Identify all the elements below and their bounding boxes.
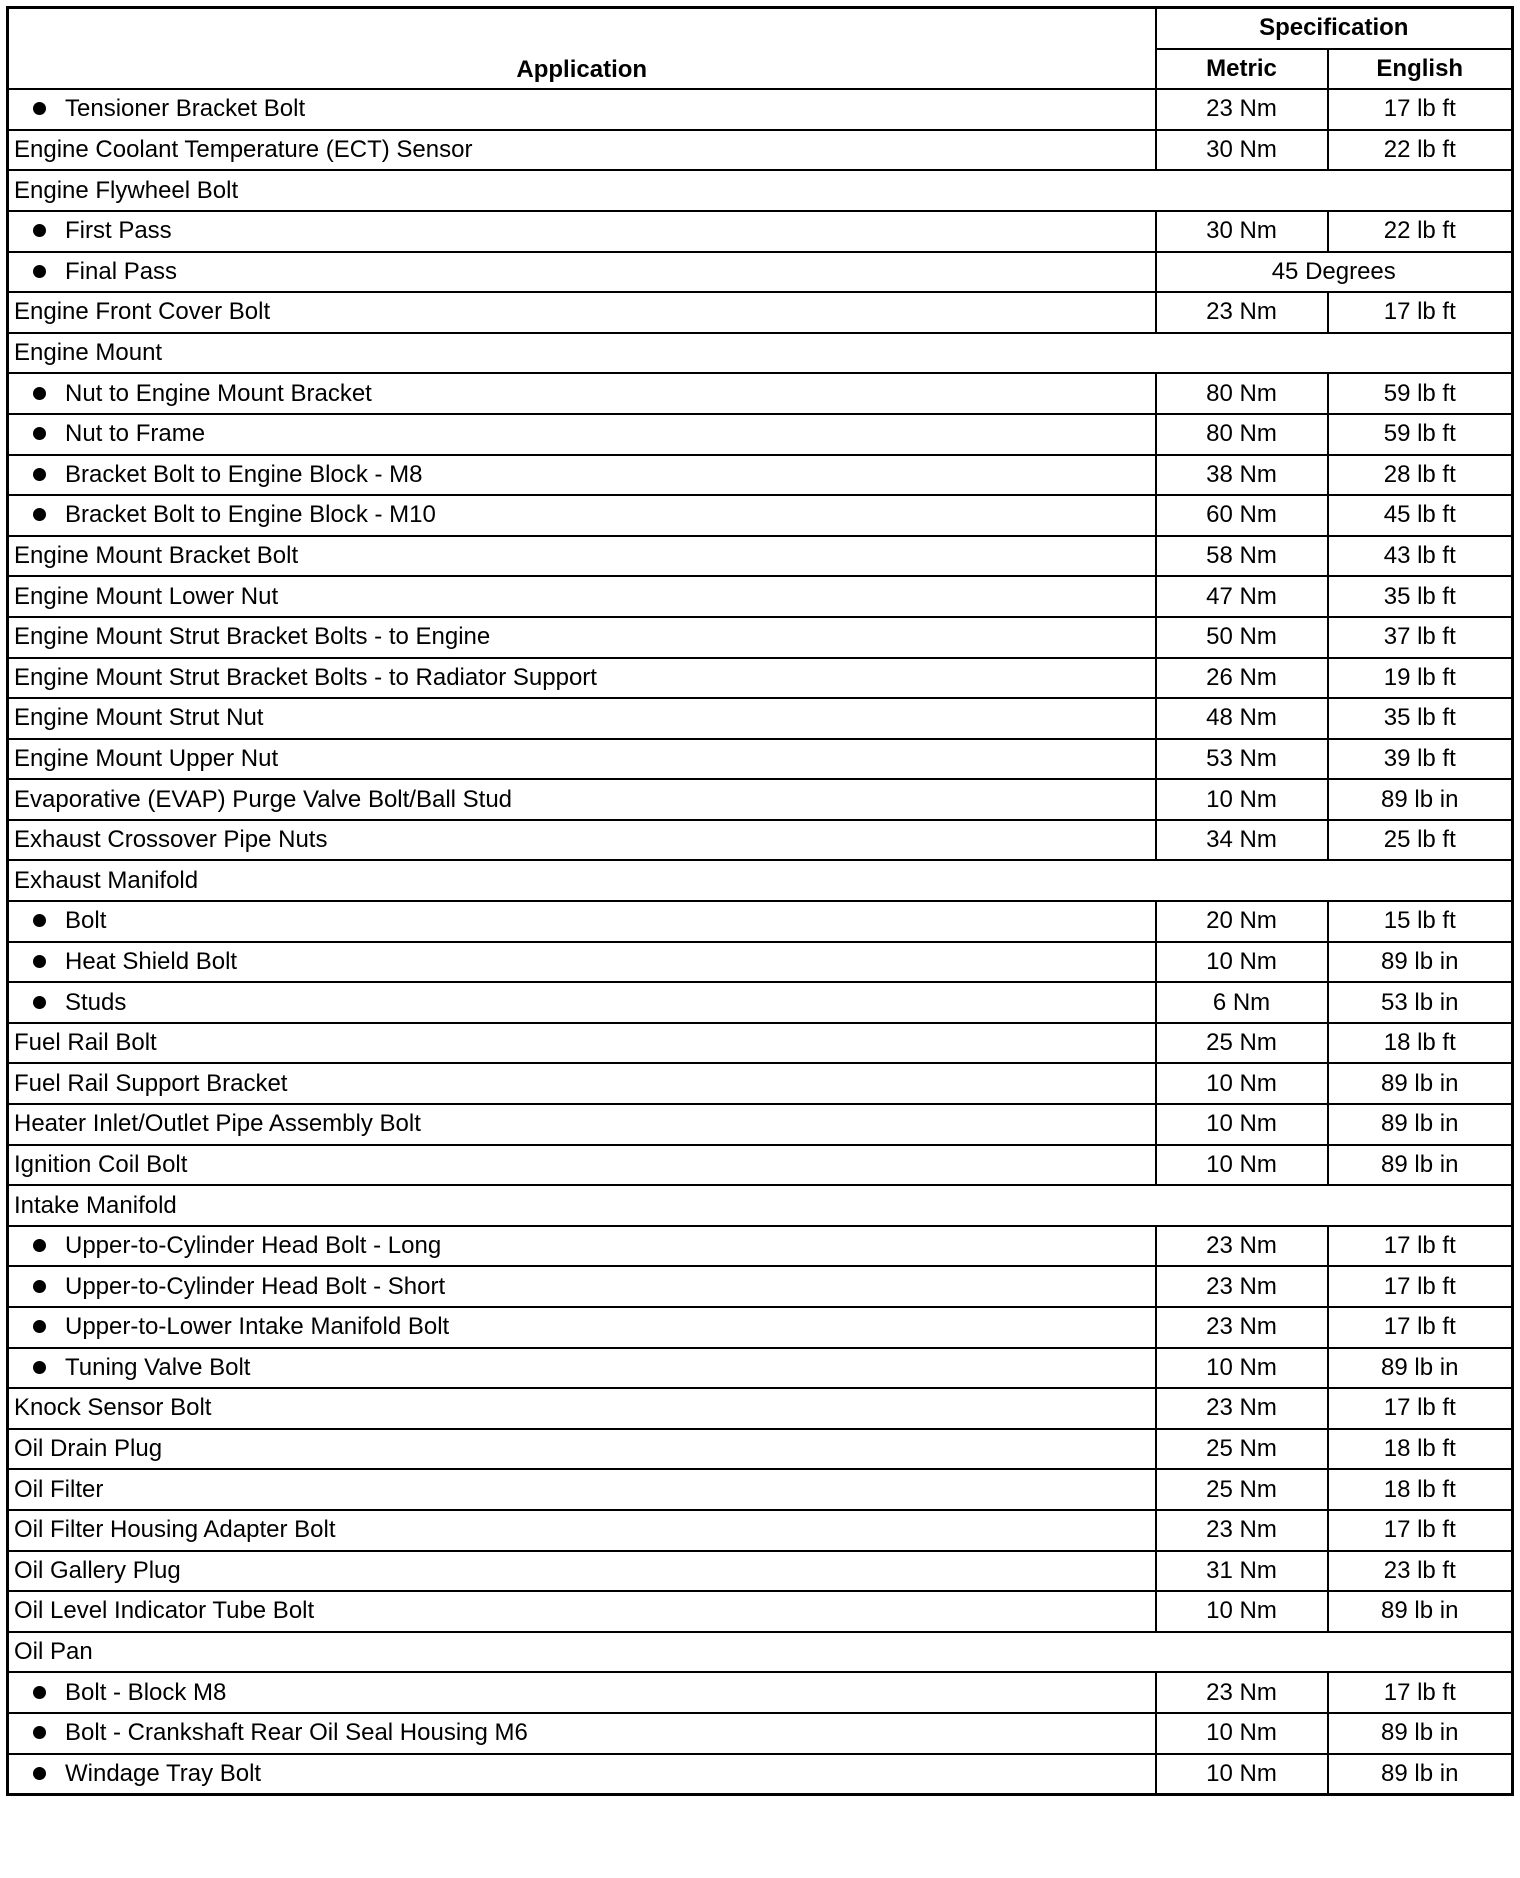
application-label: Engine Coolant Temperature (ECT) Sensor bbox=[14, 136, 473, 164]
application-cell bbox=[8, 170, 1513, 211]
english-header: English bbox=[1328, 49, 1513, 90]
application-cell bbox=[8, 658, 1156, 699]
application-cell bbox=[8, 617, 1156, 658]
bullet-icon bbox=[33, 1361, 46, 1374]
table-row bbox=[8, 942, 1513, 983]
english-cell: 35 lb ft bbox=[1328, 698, 1513, 739]
metric-cell: 10 Nm bbox=[1156, 779, 1328, 820]
english-cell: 17 lb ft bbox=[1328, 1510, 1513, 1551]
table-row bbox=[8, 1023, 1513, 1064]
bullet-icon bbox=[33, 508, 46, 521]
metric-cell: 38 Nm bbox=[1156, 455, 1328, 496]
application-label: Nut to Engine Mount Bracket bbox=[65, 379, 372, 407]
table-row bbox=[8, 779, 1513, 820]
english-cell: 59 lb ft bbox=[1328, 373, 1513, 414]
table-row bbox=[8, 333, 1513, 374]
metric-cell: 23 Nm bbox=[1156, 1226, 1328, 1267]
torque-spec-table bbox=[6, 6, 1514, 1796]
table-row bbox=[8, 1713, 1513, 1754]
metric-cell: 10 Nm bbox=[1156, 1104, 1328, 1145]
bullet-icon bbox=[33, 265, 46, 278]
application-label: Engine Mount Strut Bracket Bolts - to Radiator Support bbox=[14, 663, 597, 691]
application-label: Engine Flywheel Bolt bbox=[14, 176, 239, 204]
english-cell: 17 lb ft bbox=[1328, 1307, 1513, 1348]
application-label: Oil Gallery Plug bbox=[14, 1556, 181, 1584]
english-cell: 89 lb in bbox=[1328, 1348, 1513, 1389]
application-cell bbox=[8, 252, 1156, 293]
application-label: Fuel Rail Bolt bbox=[14, 1029, 157, 1057]
bullet-icon bbox=[33, 387, 46, 400]
bullet-icon bbox=[33, 1686, 46, 1699]
bullet-icon bbox=[33, 1280, 46, 1293]
application-label: Heat Shield Bolt bbox=[65, 947, 238, 975]
application-cell bbox=[8, 373, 1156, 414]
table-row bbox=[8, 1185, 1513, 1226]
table-row bbox=[8, 1104, 1513, 1145]
metric-cell: 25 Nm bbox=[1156, 1429, 1328, 1470]
bullet-icon bbox=[33, 102, 46, 115]
metric-cell: 60 Nm bbox=[1156, 495, 1328, 536]
application-label: Heater Inlet/Outlet Pipe Assembly Bolt bbox=[14, 1110, 421, 1138]
metric-cell: 23 Nm bbox=[1156, 1307, 1328, 1348]
bullet-icon bbox=[33, 996, 46, 1009]
specification-header: Specification bbox=[1156, 8, 1513, 49]
application-label: Evaporative (EVAP) Purge Valve Bolt/Ball Stud bbox=[14, 785, 513, 813]
english-cell: 25 lb ft bbox=[1328, 820, 1513, 861]
bullet-icon bbox=[33, 468, 46, 481]
metric-cell: 50 Nm bbox=[1156, 617, 1328, 658]
application-cell bbox=[8, 89, 1156, 130]
english-cell: 19 lb ft bbox=[1328, 658, 1513, 699]
table-row bbox=[8, 1672, 1513, 1713]
application-label: Tuning Valve Bolt bbox=[65, 1353, 251, 1381]
table-row bbox=[8, 1145, 1513, 1186]
english-cell: 17 lb ft bbox=[1328, 1672, 1513, 1713]
application-label: Bolt - Block M8 bbox=[65, 1678, 227, 1706]
application-cell bbox=[8, 414, 1156, 455]
metric-cell: 10 Nm bbox=[1156, 1145, 1328, 1186]
table-row bbox=[8, 455, 1513, 496]
metric-cell: 10 Nm bbox=[1156, 1713, 1328, 1754]
application-cell bbox=[8, 1469, 1156, 1510]
application-label: Upper-to-Lower Intake Manifold Bolt bbox=[65, 1313, 450, 1341]
application-cell bbox=[8, 495, 1156, 536]
english-cell: 18 lb ft bbox=[1328, 1023, 1513, 1064]
table-row bbox=[8, 130, 1513, 171]
table-row bbox=[8, 211, 1513, 252]
metric-cell: 25 Nm bbox=[1156, 1469, 1328, 1510]
english-cell: 28 lb ft bbox=[1328, 455, 1513, 496]
metric-cell: 6 Nm bbox=[1156, 982, 1328, 1023]
bullet-icon bbox=[33, 427, 46, 440]
application-cell bbox=[8, 1429, 1156, 1470]
application-cell bbox=[8, 1307, 1156, 1348]
specification-cell: 45 Degrees bbox=[1156, 252, 1513, 293]
metric-cell: 48 Nm bbox=[1156, 698, 1328, 739]
table-row bbox=[8, 1388, 1513, 1429]
application-label: Engine Mount Strut Nut bbox=[14, 704, 264, 732]
table-row bbox=[8, 739, 1513, 780]
application-label: Engine Mount Bracket Bolt bbox=[14, 542, 299, 570]
application-cell bbox=[8, 1713, 1156, 1754]
metric-header: Metric bbox=[1156, 49, 1328, 90]
bullet-icon bbox=[33, 1320, 46, 1333]
metric-cell: 25 Nm bbox=[1156, 1023, 1328, 1064]
english-cell: 89 lb in bbox=[1328, 942, 1513, 983]
metric-cell: 23 Nm bbox=[1156, 1672, 1328, 1713]
application-cell bbox=[8, 739, 1156, 780]
table-row bbox=[8, 1551, 1513, 1592]
application-label: Engine Front Cover Bolt bbox=[14, 298, 271, 326]
application-label: Bracket Bolt to Engine Block - M10 bbox=[65, 501, 436, 529]
application-label: Tensioner Bracket Bolt bbox=[65, 95, 306, 123]
application-label: Engine Mount bbox=[14, 339, 163, 367]
metric-cell: 80 Nm bbox=[1156, 373, 1328, 414]
english-cell: 17 lb ft bbox=[1328, 1266, 1513, 1307]
table-row bbox=[8, 170, 1513, 211]
table-row bbox=[8, 1591, 1513, 1632]
table-row bbox=[8, 1307, 1513, 1348]
table-row bbox=[8, 576, 1513, 617]
table-row bbox=[8, 1429, 1513, 1470]
application-label: Upper-to-Cylinder Head Bolt - Short bbox=[65, 1272, 446, 1300]
metric-cell: 10 Nm bbox=[1156, 1754, 1328, 1795]
english-cell: 89 lb in bbox=[1328, 1104, 1513, 1145]
english-cell: 59 lb ft bbox=[1328, 414, 1513, 455]
application-label: Bolt - Crankshaft Rear Oil Seal Housing M6 bbox=[65, 1719, 528, 1747]
english-cell: 89 lb in bbox=[1328, 1713, 1513, 1754]
metric-cell: 10 Nm bbox=[1156, 1348, 1328, 1389]
table-row bbox=[8, 252, 1513, 293]
bullet-icon bbox=[33, 1726, 46, 1739]
application-cell bbox=[8, 1023, 1156, 1064]
table-row bbox=[8, 414, 1513, 455]
application-cell bbox=[8, 536, 1156, 577]
english-cell: 89 lb in bbox=[1328, 1754, 1513, 1795]
application-cell bbox=[8, 982, 1156, 1023]
header-row-top bbox=[8, 8, 1513, 49]
application-cell bbox=[8, 860, 1513, 901]
application-label: Oil Filter Housing Adapter Bolt bbox=[14, 1516, 336, 1544]
english-cell: 17 lb ft bbox=[1328, 292, 1513, 333]
english-cell: 15 lb ft bbox=[1328, 901, 1513, 942]
application-cell bbox=[8, 942, 1156, 983]
table-row bbox=[8, 901, 1513, 942]
application-label: First Pass bbox=[65, 217, 172, 245]
metric-cell: 23 Nm bbox=[1156, 1510, 1328, 1551]
metric-cell: 31 Nm bbox=[1156, 1551, 1328, 1592]
table-row bbox=[8, 698, 1513, 739]
english-cell: 22 lb ft bbox=[1328, 130, 1513, 171]
application-label: Knock Sensor Bolt bbox=[14, 1394, 212, 1422]
table-row bbox=[8, 1348, 1513, 1389]
application-cell bbox=[8, 1632, 1513, 1673]
application-cell bbox=[8, 1510, 1156, 1551]
application-cell bbox=[8, 333, 1513, 374]
application-cell bbox=[8, 1754, 1156, 1795]
application-cell bbox=[8, 576, 1156, 617]
english-cell: 17 lb ft bbox=[1328, 1388, 1513, 1429]
application-label: Fuel Rail Support Bracket bbox=[14, 1069, 288, 1097]
application-label: Oil Level Indicator Tube Bolt bbox=[14, 1597, 315, 1625]
table-row bbox=[8, 1226, 1513, 1267]
bullet-icon bbox=[33, 224, 46, 237]
table-row bbox=[8, 495, 1513, 536]
application-cell bbox=[8, 901, 1156, 942]
application-label: Oil Pan bbox=[14, 1638, 93, 1666]
metric-cell: 23 Nm bbox=[1156, 1266, 1328, 1307]
english-cell: 35 lb ft bbox=[1328, 576, 1513, 617]
metric-cell: 26 Nm bbox=[1156, 658, 1328, 699]
application-cell bbox=[8, 1104, 1156, 1145]
english-cell: 45 lb ft bbox=[1328, 495, 1513, 536]
application-cell bbox=[8, 211, 1156, 252]
application-cell bbox=[8, 1672, 1156, 1713]
bullet-icon bbox=[33, 914, 46, 927]
application-label: Ignition Coil Bolt bbox=[14, 1150, 188, 1178]
application-label: Engine Mount Upper Nut bbox=[14, 744, 279, 772]
table-row bbox=[8, 1266, 1513, 1307]
table-body bbox=[8, 89, 1513, 1794]
english-cell: 22 lb ft bbox=[1328, 211, 1513, 252]
bullet-icon bbox=[33, 1239, 46, 1252]
english-cell: 43 lb ft bbox=[1328, 536, 1513, 577]
application-cell bbox=[8, 1145, 1156, 1186]
metric-cell: 53 Nm bbox=[1156, 739, 1328, 780]
english-cell: 89 lb in bbox=[1328, 1591, 1513, 1632]
application-label: Windage Tray Bolt bbox=[65, 1759, 262, 1787]
application-cell bbox=[8, 779, 1156, 820]
application-cell bbox=[8, 1063, 1156, 1104]
application-label: Intake Manifold bbox=[14, 1191, 177, 1219]
application-label: Exhaust Manifold bbox=[14, 866, 199, 894]
table-row bbox=[8, 292, 1513, 333]
application-label: Upper-to-Cylinder Head Bolt - Long bbox=[65, 1232, 442, 1260]
english-cell: 37 lb ft bbox=[1328, 617, 1513, 658]
metric-cell: 34 Nm bbox=[1156, 820, 1328, 861]
application-cell bbox=[8, 455, 1156, 496]
english-cell: 18 lb ft bbox=[1328, 1429, 1513, 1470]
metric-cell: 30 Nm bbox=[1156, 211, 1328, 252]
application-label: Bolt bbox=[65, 907, 107, 935]
table-row bbox=[8, 1063, 1513, 1104]
metric-cell: 10 Nm bbox=[1156, 1063, 1328, 1104]
english-cell: 89 lb in bbox=[1328, 1145, 1513, 1186]
application-label: Final Pass bbox=[65, 257, 178, 285]
bullet-icon bbox=[33, 1767, 46, 1780]
metric-cell: 47 Nm bbox=[1156, 576, 1328, 617]
metric-cell: 80 Nm bbox=[1156, 414, 1328, 455]
table-row bbox=[8, 373, 1513, 414]
english-cell: 89 lb in bbox=[1328, 779, 1513, 820]
table-row bbox=[8, 1469, 1513, 1510]
application-label: Bracket Bolt to Engine Block - M8 bbox=[65, 460, 423, 488]
metric-cell: 10 Nm bbox=[1156, 1591, 1328, 1632]
application-label: Oil Filter bbox=[14, 1475, 104, 1503]
metric-cell: 10 Nm bbox=[1156, 942, 1328, 983]
application-label: Oil Drain Plug bbox=[14, 1435, 163, 1463]
table-row bbox=[8, 658, 1513, 699]
english-cell: 17 lb ft bbox=[1328, 1226, 1513, 1267]
application-cell bbox=[8, 1591, 1156, 1632]
application-cell bbox=[8, 1266, 1156, 1307]
metric-cell: 23 Nm bbox=[1156, 89, 1328, 130]
application-cell bbox=[8, 820, 1156, 861]
english-cell: 17 lb ft bbox=[1328, 89, 1513, 130]
table-row bbox=[8, 982, 1513, 1023]
bullet-icon bbox=[33, 955, 46, 968]
table-row bbox=[8, 1510, 1513, 1551]
table-row bbox=[8, 536, 1513, 577]
english-cell: 23 lb ft bbox=[1328, 1551, 1513, 1592]
table-row bbox=[8, 89, 1513, 130]
application-cell bbox=[8, 292, 1156, 333]
table-row bbox=[8, 1754, 1513, 1795]
english-cell: 89 lb in bbox=[1328, 1063, 1513, 1104]
metric-cell: 30 Nm bbox=[1156, 130, 1328, 171]
metric-cell: 23 Nm bbox=[1156, 292, 1328, 333]
application-label: Engine Mount Strut Bracket Bolts - to Engine bbox=[14, 623, 491, 651]
english-cell: 53 lb in bbox=[1328, 982, 1513, 1023]
table-row bbox=[8, 1632, 1513, 1673]
application-cell bbox=[8, 1348, 1156, 1389]
application-label: Studs bbox=[65, 988, 127, 1016]
metric-cell: 58 Nm bbox=[1156, 536, 1328, 577]
english-cell: 18 lb ft bbox=[1328, 1469, 1513, 1510]
application-cell bbox=[8, 1226, 1156, 1267]
application-cell bbox=[8, 698, 1156, 739]
application-label: Engine Mount Lower Nut bbox=[14, 582, 279, 610]
application-label: Exhaust Crossover Pipe Nuts bbox=[14, 826, 328, 854]
metric-cell: 23 Nm bbox=[1156, 1388, 1328, 1429]
application-cell bbox=[8, 1551, 1156, 1592]
table-row bbox=[8, 820, 1513, 861]
application-label: Nut to Frame bbox=[65, 420, 206, 448]
metric-cell: 20 Nm bbox=[1156, 901, 1328, 942]
application-cell bbox=[8, 130, 1156, 171]
application-cell bbox=[8, 1388, 1156, 1429]
english-cell: 39 lb ft bbox=[1328, 739, 1513, 780]
table-row bbox=[8, 617, 1513, 658]
application-cell bbox=[8, 1185, 1513, 1226]
application-header: Application bbox=[8, 8, 1156, 90]
table-row bbox=[8, 860, 1513, 901]
